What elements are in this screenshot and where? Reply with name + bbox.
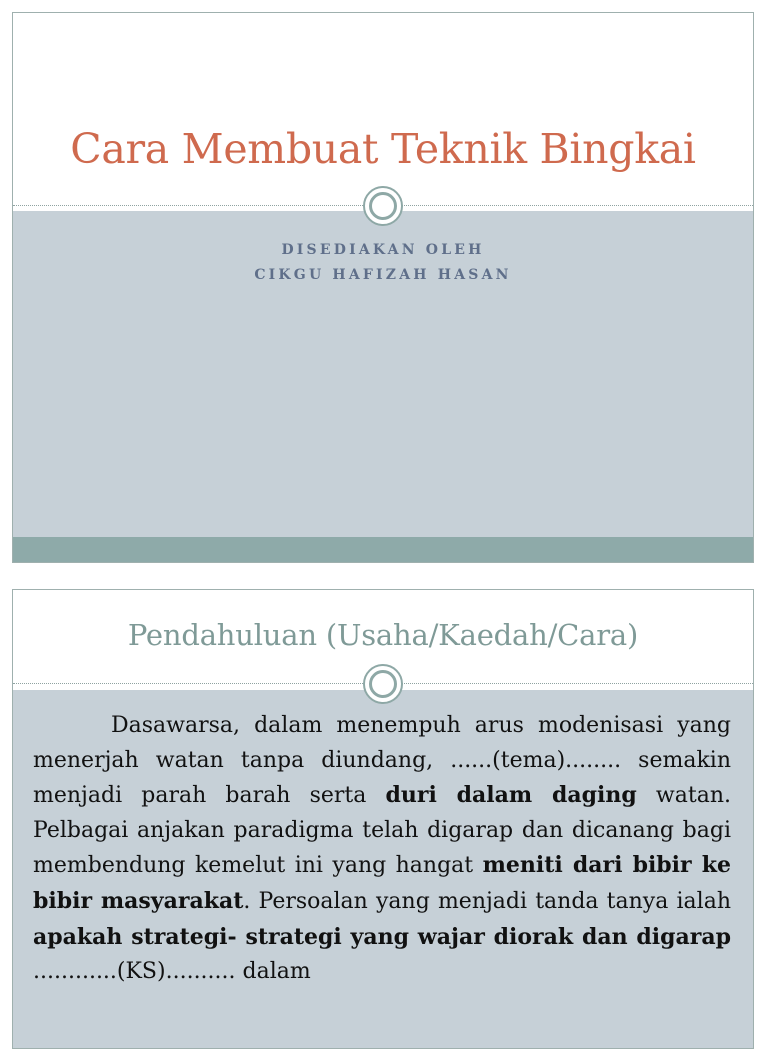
subtitle-line-2: CIKGU HAFIZAH HASAN (254, 267, 512, 283)
subtitle-line-1: DISEDIAKAN OLEH (281, 242, 485, 258)
intro-paragraph (33, 709, 731, 990)
text-run: Dasawarsa, dalam menempuh arus modenisasi yang menerjah watan tanpa diundang, ......(tema)........ semakin menjadi parah barah serta (33, 713, 731, 809)
slide-title: Cara Membuat Teknik Bingkai (70, 125, 696, 173)
text-run: ............(KS).......... dalam (33, 959, 311, 985)
subtitle-area (13, 211, 753, 562)
text-run: . Persoalan yang menjadi tanda tanya ialah (243, 888, 731, 914)
title-area (13, 13, 753, 206)
circle-ornament-icon (363, 186, 403, 226)
bold-phrase: apakah strategi- strategi yang wajar diorak dan digarap (33, 923, 731, 950)
bottom-band (13, 537, 753, 563)
content-slide (12, 589, 754, 1049)
title-slide (12, 12, 754, 563)
text-run: watan. Pelbagai anjakan paradigma telah digarap dan dicanang bagi membendung kemelut ini yang hangat (33, 783, 732, 879)
circle-ornament-icon (363, 664, 403, 704)
bold-phrase: duri dalam daging (385, 782, 637, 809)
bold-phrase: meniti dari bibir ke bibir masyarakat (33, 852, 731, 914)
slide-title: Pendahuluan (Usaha/Kaedah/Cara) (127, 618, 639, 652)
